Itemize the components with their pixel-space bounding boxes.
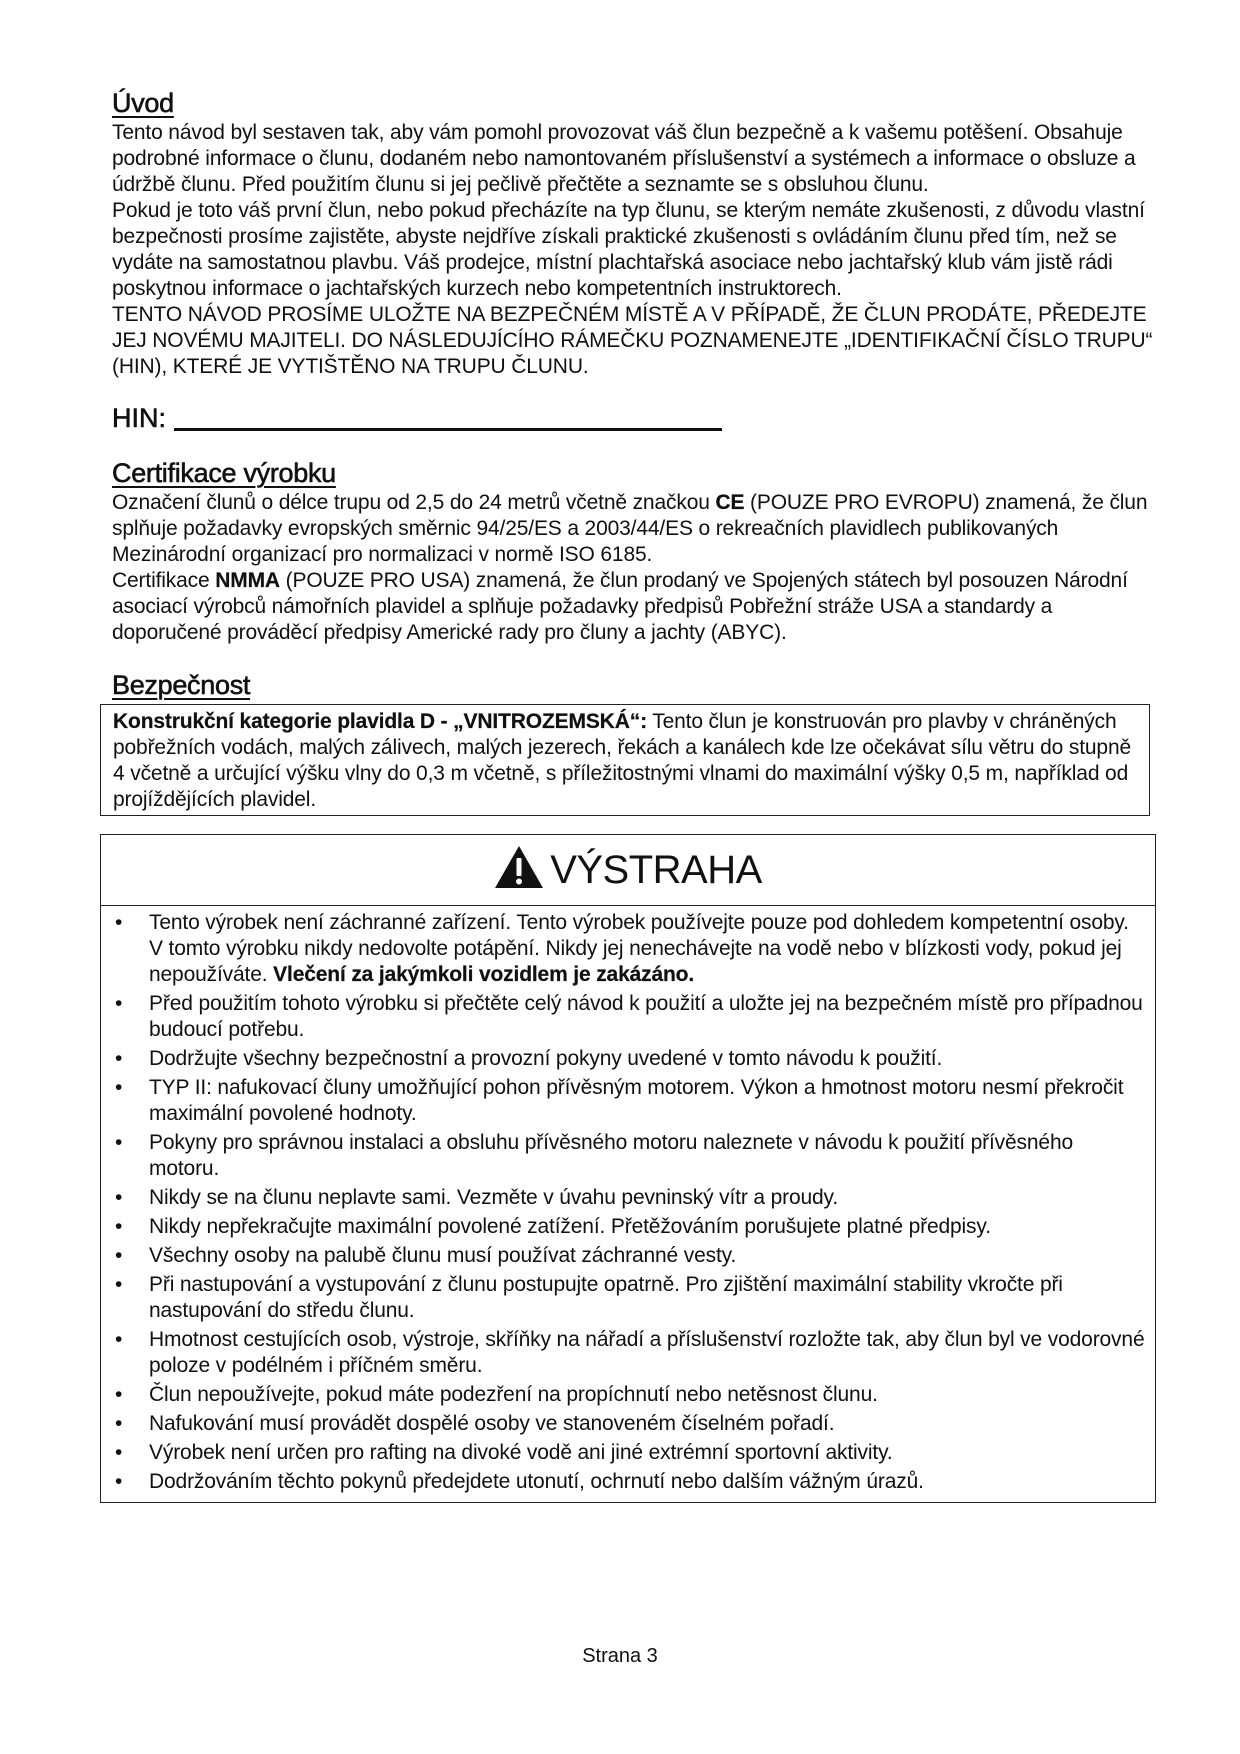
hin-field [112, 394, 1162, 434]
warning-box [100, 834, 1156, 1503]
warning-item-text: Při nastupování a vystupování z člunu postupujte opatrně. Pro zjištění maximální stability vkročte při nastupování do středu člunu. [149, 1273, 1063, 1322]
warning-item [101, 1046, 1155, 1072]
warning-item [101, 1272, 1155, 1324]
warning-triangle-icon [494, 845, 544, 889]
design-category-description: Tento člun je konstruován pro plavby v chráněných pobřežních vodách, malých zálivech, malých jezerech, řekách a kanálech kde lze očekávat sílu větru do stupně 4 včetně a určující výšku vlny do 0,3 m včetně, s příležitostnými vlnami do maximální výšky 0,5 m, například od projíždějících plavidel. [113, 710, 1132, 811]
design-category-label: Konstrukční kategorie plavidla D - „VNITROZEMSKÁ“: [113, 710, 647, 733]
warning-item-text: Dodržujte všechny bezpečnostní a provozní pokyny uvedené v tomto návodu k použití. [149, 1047, 943, 1070]
warning-item [101, 1185, 1155, 1211]
warning-item [101, 910, 1155, 988]
certification-text: (POUZE PRO EVROPU) znamená, že člun splňuje požadavky evropských směrnic 94/25/ES a 2003/44/ES o rekreačních plavidlech publikovaných Mezinárodní organizací pro normalizaci v normě ISO 6185. [112, 491, 1148, 566]
design-category-text [113, 709, 1137, 813]
safety-heading: Bezpečnost [112, 670, 251, 700]
bullet-icon: • [115, 1047, 123, 1070]
certification-section [112, 456, 1162, 646]
warning-item [101, 1411, 1155, 1437]
nmma-text: NMMA [215, 569, 280, 592]
warning-item-text: Nafukování musí provádět dospělé osoby ve stanoveném číselném pořadí. [149, 1412, 835, 1435]
intro-paragraph-3: TENTO NÁVOD PROSÍME ULOŽTE NA BEZPEČNÉM MÍSTĚ A V PŘÍPADĚ, ŽE ČLUN PRODÁTE, PŘEDEJTE JEJ NOVÉMU MAJITELI. DO NÁSLEDUJÍCÍHO RÁMEČKU POZNAMENEJTE „IDENTIFIKAČNÍ ČÍSLO TRUPU“ (HIN), KTERÉ JE VYTIŠTĚNO NA TRUPU ČLUNU. [112, 303, 1153, 378]
warning-item [101, 1440, 1155, 1466]
intro-paragraph-1: Tento návod byl sestaven tak, aby vám pomohl provozovat váš člun bezpečně a k vašemu potěšení. Obsahuje podrobné informace o člunu, dodaném nebo namontovaném příslušenství a systémech a informace o obsluze a údržbě člunu. Před použitím člunu si jej pečlivě přečtěte a seznamte se s obsluhou člunu. [112, 121, 1136, 196]
bullet-icon: • [115, 1328, 123, 1351]
bullet-icon: • [115, 1441, 123, 1464]
design-category-box [100, 704, 1150, 816]
bullet-icon: • [115, 1215, 123, 1238]
warning-item [101, 1214, 1155, 1240]
warning-item-text: Výrobek není určen pro rafting na divoké vodě ani jiné extrémní sportovní aktivity. [149, 1441, 893, 1464]
warning-item-text: TYP II: nafukovací čluny umožňující pohon přívěsným motorem. Výkon a hmotnost motoru nesmí překročit maximální povolené hodnoty. [149, 1076, 1124, 1125]
warning-item [101, 1469, 1155, 1495]
bullet-icon: • [115, 1273, 123, 1296]
bullet-icon: • [115, 1412, 123, 1435]
certification-text: Certifikace [112, 569, 216, 592]
warning-header [101, 835, 1155, 906]
certification-paragraph-1 [112, 490, 1162, 568]
warning-item [101, 1130, 1155, 1182]
bullet-icon: • [115, 1076, 123, 1099]
bullet-icon: • [115, 1186, 123, 1209]
certification-heading: Certifikace výrobku [112, 458, 336, 488]
warning-item-text: Hmotnost cestujících osob, výstroje, skříňky na nářadí a příslušenství rozložte tak, aby člun byl ve vodorovné poloze v podélném i příčném směru. [149, 1328, 1145, 1377]
certification-text: Označení člunů o délce trupu od 2,5 do 24 metrů včetně značkou [112, 491, 716, 514]
warning-title: VÝSTRAHA [550, 847, 762, 892]
page-content [112, 86, 1162, 1503]
certification-text: (POUZE PRO USA) znamená, že člun prodaný ve Spojených státech byl posouzen Národní asociací výrobců námořních plavidel a splňuje požadavky předpisů Pobřežní stráže USA a standardy a doporučené prováděcí předpisy Americké rady pro čluny a jachty (ABYC). [112, 569, 1128, 644]
warning-item-text: Dodržováním těchto pokynů předejdete utonutí, ochrnutí nebo dalším vážným úrazů. [149, 1470, 924, 1493]
towing-prohibited-text: Vlečení za jakýmkoli vozidlem je zakázáno. [273, 963, 695, 986]
warning-item [101, 1243, 1155, 1269]
intro-section [112, 86, 1162, 434]
bullet-icon: • [115, 1383, 123, 1406]
intro-heading: Úvod [112, 88, 174, 118]
warning-item-text: Všechny osoby na palubě člunu musí používat záchranné vesty. [149, 1244, 737, 1267]
bullet-icon: • [115, 1244, 123, 1267]
warning-item [101, 1382, 1155, 1408]
bullet-icon: • [115, 1131, 123, 1154]
warning-item-text: Nikdy nepřekračujte maximální povolené zatížení. Přetěžováním porušujete platné předpisy. [149, 1215, 991, 1238]
warning-item-text: Pokyny pro správnou instalaci a obsluhu přívěsného motoru naleznete v návodu k použití přívěsného motoru. [149, 1131, 1074, 1180]
warning-item-text: Před použitím tohoto výrobku si přečtěte celý návod k použití a uložte jej na bezpečném místě pro případnou budoucí potřebu. [149, 992, 1143, 1041]
warning-item [101, 991, 1155, 1043]
bullet-icon: • [115, 911, 123, 934]
page-number: Strana 3 [582, 1645, 658, 1667]
hin-blank-line [174, 427, 722, 431]
warning-item [101, 1075, 1155, 1127]
ce-mark-text: CE [715, 491, 745, 514]
certification-paragraph-2 [112, 568, 1162, 646]
warning-item-text: Nikdy se na člunu neplavte sami. Vezměte v úvahu pevninský vítr a proudy. [149, 1186, 839, 1209]
bullet-icon: • [115, 1470, 123, 1493]
warning-item [101, 1327, 1155, 1379]
intro-paragraph-2: Pokud je toto váš první člun, nebo pokud přecházíte na typ člunu, se kterým nemáte zkušenosti, z důvodu vlastní bezpečnosti prosíme zajistěte, abyste nejdříve získali praktické zkušenosti s ovládáním člunu před tím, než se vydáte na samostatnou plavbu. Váš prodejce, místní plachtařská asociace nebo jachtařský klub vám jistě rádi poskytnou informace o jachtařských kurzech nebo kompetentních instruktorech. [112, 199, 1145, 300]
hin-label: HIN: [112, 403, 166, 433]
safety-section [112, 668, 1162, 1503]
warning-list [101, 906, 1155, 1502]
warning-item-text: Člun nepoužívejte, pokud máte podezření na propíchnutí nebo netěsnost člunu. [149, 1383, 878, 1406]
bullet-icon: • [115, 992, 123, 1015]
warning-item-text: Tento výrobek není záchranné zařízení. Tento výrobek používejte pouze pod dohledem kompetentní osoby. V tomto výrobku nikdy nedovolte potápění. Nikdy jej nenechávejte na vodě nebo v blízkosti vody, pokud jej nepoužíváte. [149, 911, 1129, 986]
